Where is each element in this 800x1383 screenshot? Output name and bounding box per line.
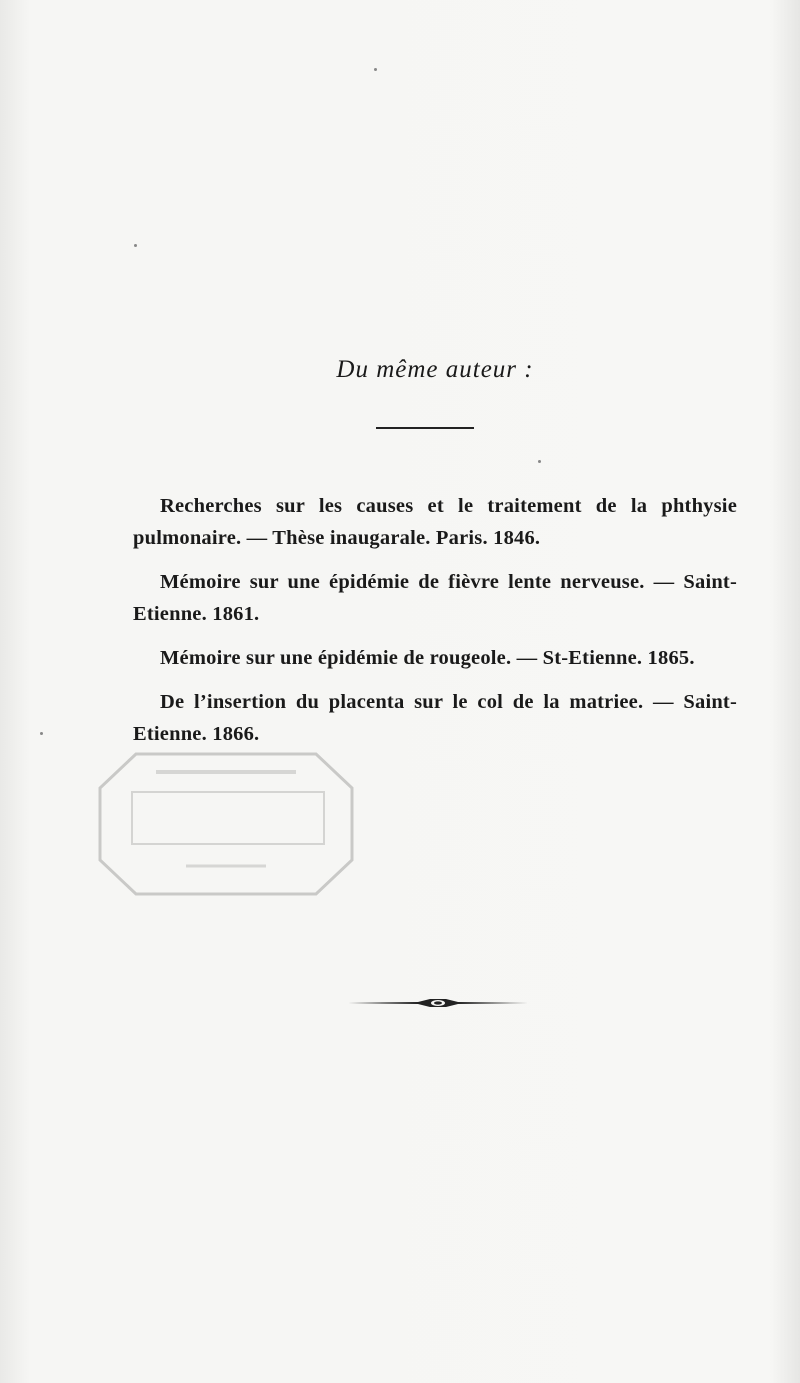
work-entry: Recherches sur les causes et le traitement de la phthysie pulmonaire. — Thèse inaugarale. Paris. 1846. — [133, 495, 737, 549]
work-entry: Mémoire sur une épidémie de fièvre lente nerveuse. — Saint-Etienne. 1861. — [133, 571, 737, 625]
work-entry: Mémoire sur une épidémie de rougeole. — St-Etienne. 1865. — [160, 647, 695, 669]
title-rule — [376, 427, 474, 429]
ornament-divider-icon — [348, 996, 528, 1010]
library-stamp-icon — [96, 748, 358, 898]
paper-speck — [374, 68, 377, 71]
paper-speck — [134, 244, 137, 247]
works-list — [133, 490, 737, 762]
work-entry: De l’insertion du placenta sur le col de la matriee. — Saint-Etienne. 1866. — [133, 691, 737, 745]
page-title: Du même auteur : — [336, 356, 534, 383]
paper-speck — [40, 732, 43, 735]
paper-speck — [538, 460, 541, 463]
